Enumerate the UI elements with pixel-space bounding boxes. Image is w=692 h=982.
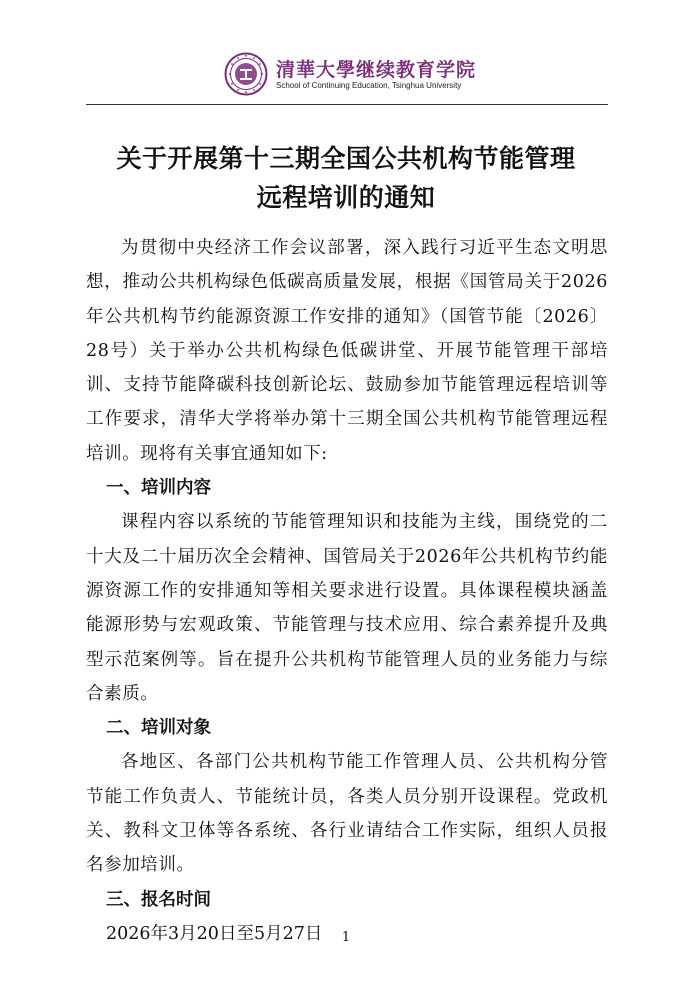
- section-heading: 三、报名时间: [106, 889, 211, 910]
- document-body: [86, 231, 608, 951]
- intro-paragraph: 为贯彻中央经济工作会议部署，深入践行习近平生态文明思想，推动公共机构绿色低碳高质量发展，根据《国管局关于2026年公共机构节约能源资源工作安排的通知》（国管节能〔2026〕28号）关于举办公共机构绿色低碳讲堂、开展节能管理干部培训、支持节能降碳科技创新论坛、鼓励参加节能管理远程培训等工作要求，清华大学将举办第十三期全国公共机构节能管理远程培训。现将有关事宜通知如下:: [86, 238, 608, 464]
- header-divider: [86, 104, 608, 105]
- institution-name-en: School of Continuing Education, Tsinghua University: [276, 81, 462, 90]
- tsinghua-seal-icon: [224, 52, 268, 96]
- document-title-line-2: 远程培训的通知: [256, 183, 436, 212]
- section-heading: 二、培训对象: [106, 718, 211, 739]
- section-paragraph: 课程内容以系统的节能管理知识和技能为主线，围绕党的二十大及二十届历次全会精神、国管局关于2026年公共机构节约能源资源工作的安排通知等相关要求进行设置。具体课程模块涵盖能源形势与宏观政策、节能管理与技术应用、综合素养提升及典型示范案例等。旨在提升公共机构节能管理人员的业务能力与综合素质。: [86, 512, 608, 704]
- registration-date: 2026年3月20日至5月27日: [106, 923, 323, 944]
- institution-name: 清華大學继续教育学院: [276, 59, 477, 81]
- section-heading: 一、培训内容: [106, 478, 211, 499]
- page-number: 1: [341, 930, 351, 945]
- letterhead: [0, 0, 692, 104]
- document-title-line-1: 关于开展第十三期全国公共机构节能管理: [116, 144, 576, 173]
- section-paragraph: 各地区、各部门公共机构节能工作管理人员、公共机构分管节能工作负责人、节能统计员，各类人员分别开设课程。党政机关、教科文卫体等各系统、各行业请结合工作实际，组织人员报名参加培训。: [86, 752, 608, 876]
